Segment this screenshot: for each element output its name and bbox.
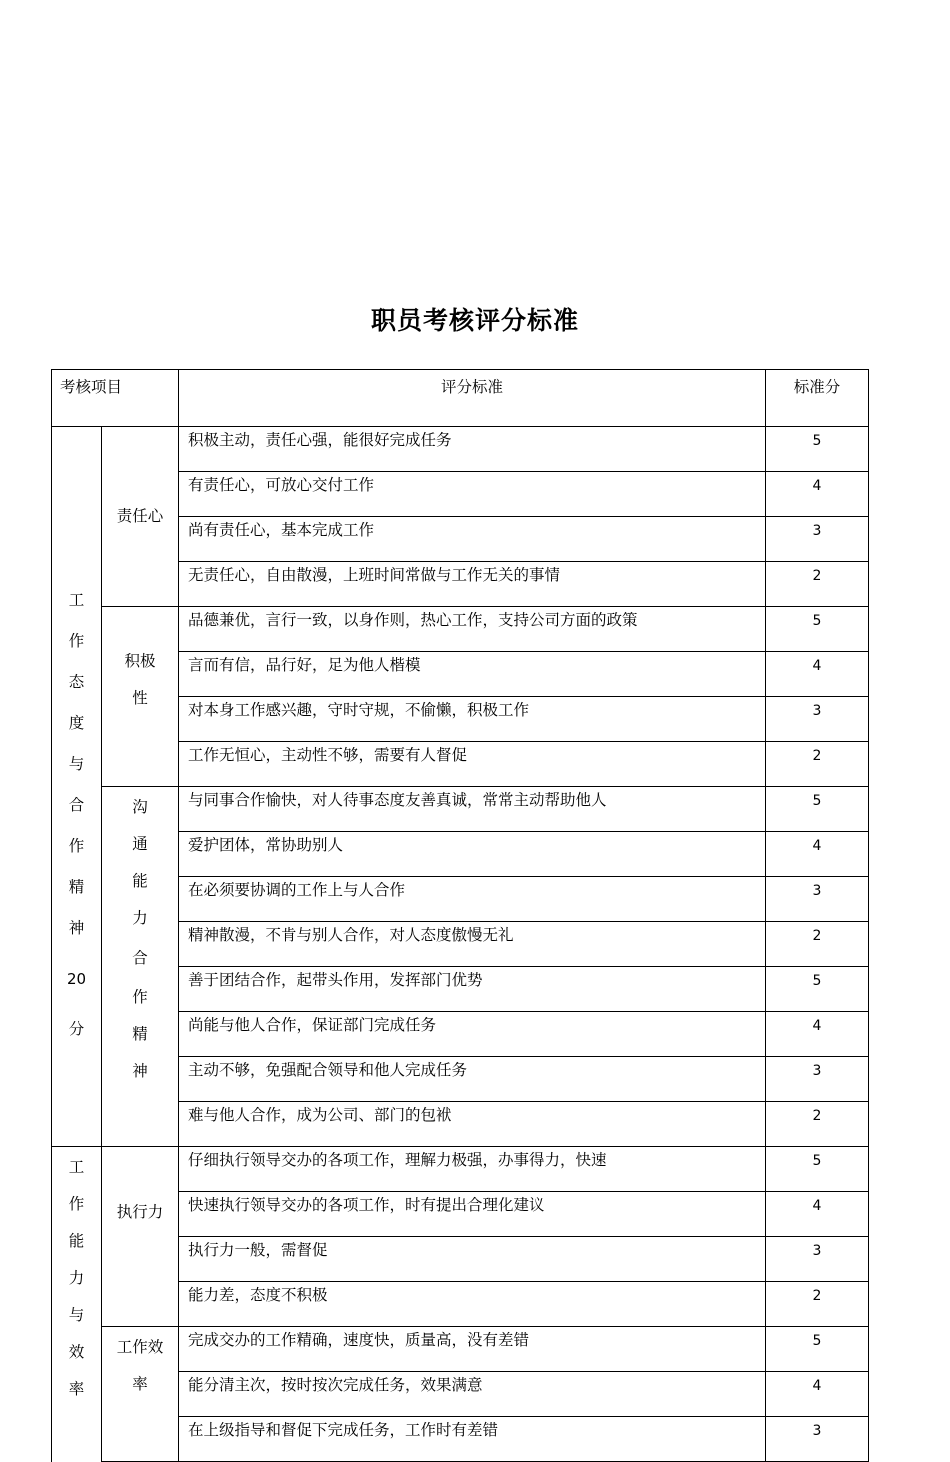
sub-label: 执行力 bbox=[116, 1203, 164, 1221]
score-cell: 3 bbox=[766, 1057, 869, 1102]
criteria-cell: 与同事合作愉快，对人待事态度友善真诚，常常主动帮助他人 bbox=[179, 787, 766, 832]
group-char: 与 bbox=[68, 1306, 85, 1324]
sub-label: 率 bbox=[132, 1375, 148, 1393]
criteria-cell: 尚能与他人合作，保证部门完成任务 bbox=[179, 1012, 766, 1057]
score-cell: 2 bbox=[766, 742, 869, 787]
score-cell: 4 bbox=[766, 652, 869, 697]
score-cell: 4 bbox=[766, 1012, 869, 1057]
group-char: 工 bbox=[68, 1158, 85, 1176]
score-cell: 2 bbox=[766, 922, 869, 967]
criteria-cell: 快速执行领导交办的各项工作，时有提出合理化建议 bbox=[179, 1192, 766, 1237]
score-cell: 5 bbox=[766, 1147, 869, 1192]
group-char: 效 bbox=[68, 1343, 85, 1361]
score-cell: 4 bbox=[766, 832, 869, 877]
criteria-cell: 爱护团体，常协助别人 bbox=[179, 832, 766, 877]
group-char: 分 bbox=[68, 1019, 85, 1038]
sub-initiative bbox=[102, 607, 179, 787]
score-cell: 5 bbox=[766, 787, 869, 832]
sub-label: 神 bbox=[132, 1062, 148, 1080]
sub-label: 沟 bbox=[132, 798, 148, 816]
header-criteria: 评分标准 bbox=[179, 370, 766, 427]
group-char: 能 bbox=[68, 1232, 85, 1250]
group-char: 作 bbox=[68, 836, 85, 855]
score-cell: 2 bbox=[766, 562, 869, 607]
table-row bbox=[52, 427, 869, 472]
criteria-cell: 能力差，态度不积极 bbox=[179, 1282, 766, 1327]
sub-label: 工作效 bbox=[116, 1338, 164, 1356]
header-item: 考核项目 bbox=[52, 370, 179, 427]
criteria-cell: 执行力一般，需督促 bbox=[179, 1237, 766, 1282]
group-char: 神 bbox=[68, 918, 85, 937]
sub-label: 合 bbox=[132, 949, 148, 967]
sub-label: 精 bbox=[132, 1025, 148, 1043]
table-row bbox=[52, 1327, 869, 1372]
criteria-cell: 工作无恒心，主动性不够，需要有人督促 bbox=[179, 742, 766, 787]
evaluation-table bbox=[51, 369, 869, 1462]
group-char: 力 bbox=[68, 1269, 85, 1287]
score-cell: 5 bbox=[766, 1327, 869, 1372]
table-row bbox=[52, 1147, 869, 1192]
score-cell: 2 bbox=[766, 1102, 869, 1147]
sub-label: 力 bbox=[132, 909, 148, 927]
criteria-cell: 在必须要协调的工作上与人合作 bbox=[179, 877, 766, 922]
group-char: 与 bbox=[68, 754, 85, 773]
sub-label: 通 bbox=[132, 835, 148, 853]
criteria-cell: 仔细执行领导交办的各项工作，理解力极强，办事得力，快速 bbox=[179, 1147, 766, 1192]
criteria-cell: 有责任心，可放心交付工作 bbox=[179, 472, 766, 517]
score-cell: 3 bbox=[766, 877, 869, 922]
group-ability bbox=[52, 1147, 102, 1462]
sub-communication bbox=[102, 787, 179, 1147]
table-row bbox=[52, 607, 869, 652]
group-char: 态 bbox=[68, 672, 85, 691]
criteria-cell: 对本身工作感兴趣，守时守规，不偷懒，积极工作 bbox=[179, 697, 766, 742]
sub-label: 作 bbox=[132, 988, 148, 1006]
group-char: 精 bbox=[68, 877, 85, 896]
group-char: 工 bbox=[68, 590, 85, 609]
group-char: 度 bbox=[68, 713, 85, 732]
criteria-cell: 言而有信，品行好，足为他人楷模 bbox=[179, 652, 766, 697]
sub-label: 性 bbox=[132, 689, 148, 707]
table-row bbox=[52, 787, 869, 832]
criteria-cell: 在上级指导和督促下完成任务，工作时有差错 bbox=[179, 1417, 766, 1462]
score-cell: 5 bbox=[766, 607, 869, 652]
score-cell: 3 bbox=[766, 517, 869, 562]
group-char: 合 bbox=[68, 795, 85, 814]
criteria-cell: 尚有责任心，基本完成工作 bbox=[179, 517, 766, 562]
group-char: 20 bbox=[66, 969, 87, 988]
criteria-cell: 积极主动，责任心强，能很好完成任务 bbox=[179, 427, 766, 472]
document-title: 职员考核评分标准 bbox=[370, 306, 579, 335]
score-cell: 3 bbox=[766, 1417, 869, 1462]
sub-responsibility bbox=[102, 427, 179, 607]
criteria-cell: 主动不够，免强配合领导和他人完成任务 bbox=[179, 1057, 766, 1102]
criteria-cell: 能分清主次，按时按次完成任务，效果满意 bbox=[179, 1372, 766, 1417]
group-char: 作 bbox=[68, 1195, 85, 1213]
score-cell: 3 bbox=[766, 1237, 869, 1282]
sub-efficiency bbox=[102, 1327, 179, 1462]
score-cell: 5 bbox=[766, 427, 869, 472]
sub-label: 积极 bbox=[124, 652, 156, 670]
score-cell: 3 bbox=[766, 697, 869, 742]
header-row bbox=[52, 370, 869, 427]
sub-label: 能 bbox=[132, 872, 148, 890]
criteria-cell: 精神散漫，不肯与别人合作，对人态度傲慢无礼 bbox=[179, 922, 766, 967]
sub-execution bbox=[102, 1147, 179, 1327]
group-char: 作 bbox=[68, 631, 85, 650]
score-cell: 4 bbox=[766, 1372, 869, 1417]
criteria-cell: 无责任心，自由散漫，上班时间常做与工作无关的事情 bbox=[179, 562, 766, 607]
group-char: 率 bbox=[68, 1380, 85, 1398]
score-cell: 4 bbox=[766, 472, 869, 517]
score-cell: 4 bbox=[766, 1192, 869, 1237]
sub-label: 责任心 bbox=[116, 507, 164, 526]
criteria-cell: 善于团结合作，起带头作用，发挥部门优势 bbox=[179, 967, 766, 1012]
header-score: 标准分 bbox=[766, 370, 869, 427]
score-cell: 5 bbox=[766, 967, 869, 1012]
criteria-cell: 难与他人合作，成为公司、部门的包袱 bbox=[179, 1102, 766, 1147]
criteria-cell: 品德兼优，言行一致，以身作则，热心工作，支持公司方面的政策 bbox=[179, 607, 766, 652]
criteria-cell: 完成交办的工作精确，速度快，质量高，没有差错 bbox=[179, 1327, 766, 1372]
group-attitude bbox=[52, 427, 102, 1147]
score-cell: 2 bbox=[766, 1282, 869, 1327]
